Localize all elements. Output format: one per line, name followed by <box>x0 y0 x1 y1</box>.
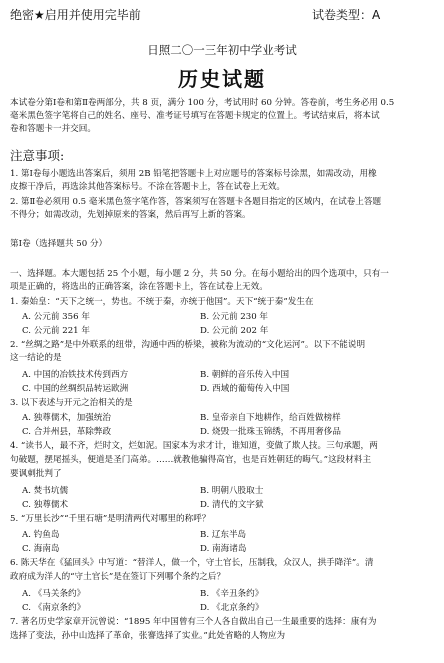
note-line: 不得分；如需改动，先划掉原来的答案，然后再写上新的答案。 <box>10 210 251 220</box>
option-c: C. 独尊儒术 <box>22 500 69 510</box>
option-c: C. 《南京条约》 <box>22 603 86 613</box>
option-b: B. 《辛丑条约》 <box>200 589 264 599</box>
confidentiality-label: 绝密★启用并使用完毕前 <box>10 8 141 22</box>
section-title: 第Ⅰ卷（选择题共 50 分） <box>10 239 108 249</box>
option-b: B. 皇帝亲自下地耕作，给百姓做榜样 <box>200 413 341 423</box>
intro-line: 毫米黑色签字笔将自己的姓名、座号、准考证号填写在答题卡规定的位置上。考试结束后，将本试 <box>10 111 380 121</box>
option-b: B. 公元前 230 年 <box>200 312 269 322</box>
question-stem: 政府成为洋人的“守土官长”是在签订下列哪个条约之后？ <box>10 572 226 582</box>
option-b: B. 朝鲜的音乐传入中国 <box>200 370 290 380</box>
question-stem: 要讽刺批判了 <box>10 469 62 479</box>
option-a: A. 钓鱼岛 <box>22 530 60 540</box>
exam-name: 日照二〇一三年初中学业考试 <box>147 43 297 57</box>
option-c: C. 中国的丝绸织品转运欧洲 <box>22 384 129 394</box>
option-c: C. 公元前 221 年 <box>22 326 90 336</box>
paper-type-label: 试卷类型：A <box>312 8 381 22</box>
option-d: D. 公元前 202 年 <box>200 326 269 336</box>
question-stem: 选择了变法，孙中山选择了革命，张謇选择了实业。”此处省略的人物应为 <box>10 631 286 641</box>
option-a: A. 公元前 356 年 <box>22 312 90 322</box>
option-c: C. 合并州县，革除弊政 <box>22 427 112 437</box>
option-b: B. 辽东半岛 <box>200 530 247 540</box>
intro-line: 本试卷分第Ⅰ卷和第Ⅱ卷两部分，共 8 页，满分 100 分，考试用时 60 分钟。答卷前，考生务必用 0.5 <box>10 98 395 108</box>
intro-line: 卷和答题卡一并交回。 <box>10 124 96 134</box>
instruction-line: 项是正确的，将选出的正确答案，涂在答题卡上，答在试卷上无效。 <box>10 282 268 292</box>
question-stem: 6. 陈天华在《猛回头》中写道：“替洋人，做一个，守土官长，压制我，众汉人，拱手降洋”。清 <box>10 558 374 568</box>
option-d: D. 烧毁一批珠玉锦绣，不再用奢侈品 <box>200 427 341 437</box>
option-d: D. 西域的葡萄传入中国 <box>200 384 290 394</box>
option-a: A. 中国的冶铁技术传到西方 <box>22 370 129 380</box>
question-stem: 3. 以下表述与开元之治相关的是 <box>10 398 133 408</box>
option-b: B. 明朝八股取士 <box>200 486 264 496</box>
option-d: D. 南海诸岛 <box>200 544 247 554</box>
note-line: 皮擦干净后，再选涂其他答案标号。不涂在答题卡上，答在试卷上无效。 <box>10 182 286 192</box>
question-stem: 2. “丝绸之路”是中外联系的纽带，沟通中西的桥梁，被称为流动的“文化运河”。以下不能说明 <box>10 340 366 350</box>
option-d: D. 《北京条约》 <box>200 603 264 613</box>
option-a: A. 独尊儒术，加强统治 <box>22 413 112 423</box>
instruction-line: 一、选择题。本大题包括 25 个小题，每小题 2 分，共 50 分。在每小题给出的四个选项中，只有一 <box>10 269 389 279</box>
question-stem: 这一结论的是 <box>10 353 62 363</box>
note-line: 1. 第Ⅰ卷每小题选出答案后，须用 2B 铅笔把答题卡上对应题号的答案标号涂黑，如需改动，用橡 <box>10 169 377 179</box>
question-stem: 4. “读书人，最不齐，烂时文，烂如泥。国家本为求才计，谁知道，变做了欺人技。三句承题，两 <box>10 441 378 451</box>
question-stem: 1. 秦始皇：“天下之统一，势也。不统于秦，亦统于他国”。天下“统于秦”发生在 <box>10 297 314 307</box>
note-line: 2. 第Ⅱ卷必须用 0.5 毫米黑色签字笔作答，答案须写在答题卡各题目指定的区域内，在试卷上答题 <box>10 197 382 207</box>
option-c: C. 海南岛 <box>22 544 60 554</box>
question-stem: 句破题，摆尾摇头，便道是圣门高弟。……就教他骗得高官，也是百姓朝廷的晦气。”这段材料主 <box>10 455 372 465</box>
question-stem: 7. 著名历史学家章开沅曾说：“1895 年中国曾有三个人各自做出自己一生最重要的选择：康有为 <box>10 617 377 627</box>
question-stem: 5. “万里长沙”“千里石塘”是明清两代对哪里的称呼？ <box>10 514 211 524</box>
option-a: A. 《马关条约》 <box>22 589 86 599</box>
option-a: A. 焚书坑儒 <box>22 486 69 496</box>
page-title: 历史试题 <box>178 67 266 91</box>
notes-heading: 注意事项: <box>10 148 65 163</box>
option-d: D. 清代的文字狱 <box>200 500 264 510</box>
